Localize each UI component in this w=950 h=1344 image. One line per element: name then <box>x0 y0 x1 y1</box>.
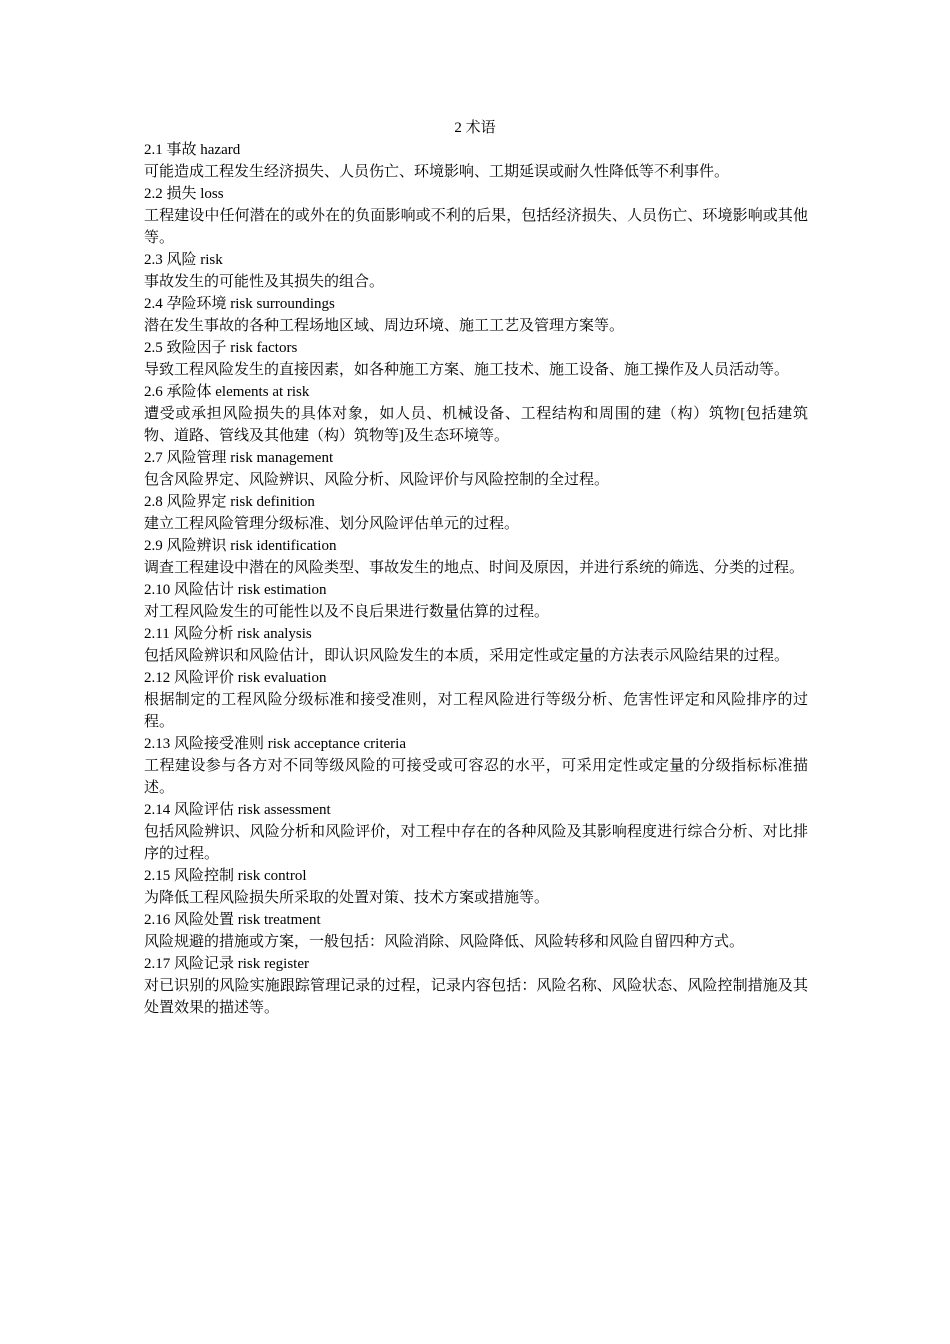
terms-list <box>144 139 808 1019</box>
term-definition: 建立工程风险管理分级标准、划分风险评估单元的过程。 <box>144 516 520 532</box>
term-definition: 遭受或承担风险损失的具体对象，如人员、机械设备、工程结构和周围的建（构）筑物[包括建筑物、道路、管线及其他建（构）筑物等]及生态环境等。 <box>144 406 808 444</box>
term-heading: 2.7 风险管理 risk management <box>144 450 334 466</box>
term-heading: 2.13 风险接受准则 risk acceptance criteria <box>144 736 406 752</box>
term-heading: 2.2 损失 loss <box>144 186 224 202</box>
term-definition: 根据制定的工程风险分级标准和接受准则，对工程风险进行等级分析、危害性评定和风险排序的过程。 <box>144 692 808 730</box>
term-definition: 可能造成工程发生经济损失、人员伤亡、环境影响、工期延误或耐久性降低等不利事件。 <box>144 164 730 180</box>
term-definition: 对已识别的风险实施跟踪管理记录的过程，记录内容包括：风险名称、风险状态、风险控制措施及其处置效果的描述等。 <box>144 978 808 1016</box>
term-definition: 为降低工程风险损失所采取的处置对策、技术方案或措施等。 <box>144 890 550 906</box>
term-heading: 2.1 事故 hazard <box>144 142 241 158</box>
term-heading: 2.4 孕险环境 risk surroundings <box>144 296 335 312</box>
term-heading: 2.16 风险处置 risk treatment <box>144 912 321 928</box>
term-heading: 2.14 风险评估 risk assessment <box>144 802 331 818</box>
term-definition: 事故发生的可能性及其损失的组合。 <box>144 274 385 290</box>
term-definition: 包括风险辨识、风险分析和风险评价，对工程中存在的各种风险及其影响程度进行综合分析、对比排序的过程。 <box>144 824 808 862</box>
term-definition: 包括风险辨识和风险估计，即认识风险发生的本质，采用定性或定量的方法表示风险结果的过程。 <box>144 648 790 664</box>
term-heading: 2.11 风险分析 risk analysis <box>144 626 312 642</box>
term-heading: 2.17 风险记录 risk register <box>144 956 309 972</box>
term-definition: 对工程风险发生的可能性以及不良后果进行数量估算的过程。 <box>144 604 550 620</box>
term-definition: 调查工程建设中潜在的风险类型、事故发生的地点、时间及原因，并进行系统的筛选、分类的过程。 <box>144 560 805 576</box>
term-definition: 工程建设参与各方对不同等级风险的可接受或可容忍的水平，可采用定性或定量的分级指标标准描述。 <box>144 758 808 796</box>
term-heading: 2.10 风险估计 risk estimation <box>144 582 327 598</box>
term-heading: 2.9 风险辨识 risk identification <box>144 538 337 554</box>
term-heading: 2.15 风险控制 risk control <box>144 868 307 884</box>
term-heading: 2.5 致险因子 risk factors <box>144 340 298 356</box>
section-title: 2 术语 <box>454 120 496 136</box>
term-definition: 潜在发生事故的各种工程场地区域、周边环境、施工工艺及管理方案等。 <box>144 318 625 334</box>
term-heading: 2.3 风险 risk <box>144 252 223 268</box>
term-heading: 2.8 风险界定 risk definition <box>144 494 315 510</box>
term-definition: 包含风险界定、风险辨识、风险分析、风险评价与风险控制的全过程。 <box>144 472 610 488</box>
term-heading: 2.6 承险体 elements at risk <box>144 384 310 400</box>
term-definition: 工程建设中任何潜在的或外在的负面影响或不利的后果，包括经济损失、人员伤亡、环境影响或其他等。 <box>144 208 808 246</box>
term-definition: 导致工程风险发生的直接因素，如各种施工方案、施工技术、施工设备、施工操作及人员活动等。 <box>144 362 790 378</box>
term-definition: 风险规避的措施或方案，一般包括：风险消除、风险降低、风险转移和风险自留四种方式。 <box>144 934 745 950</box>
term-heading: 2.12 风险评价 risk evaluation <box>144 670 327 686</box>
